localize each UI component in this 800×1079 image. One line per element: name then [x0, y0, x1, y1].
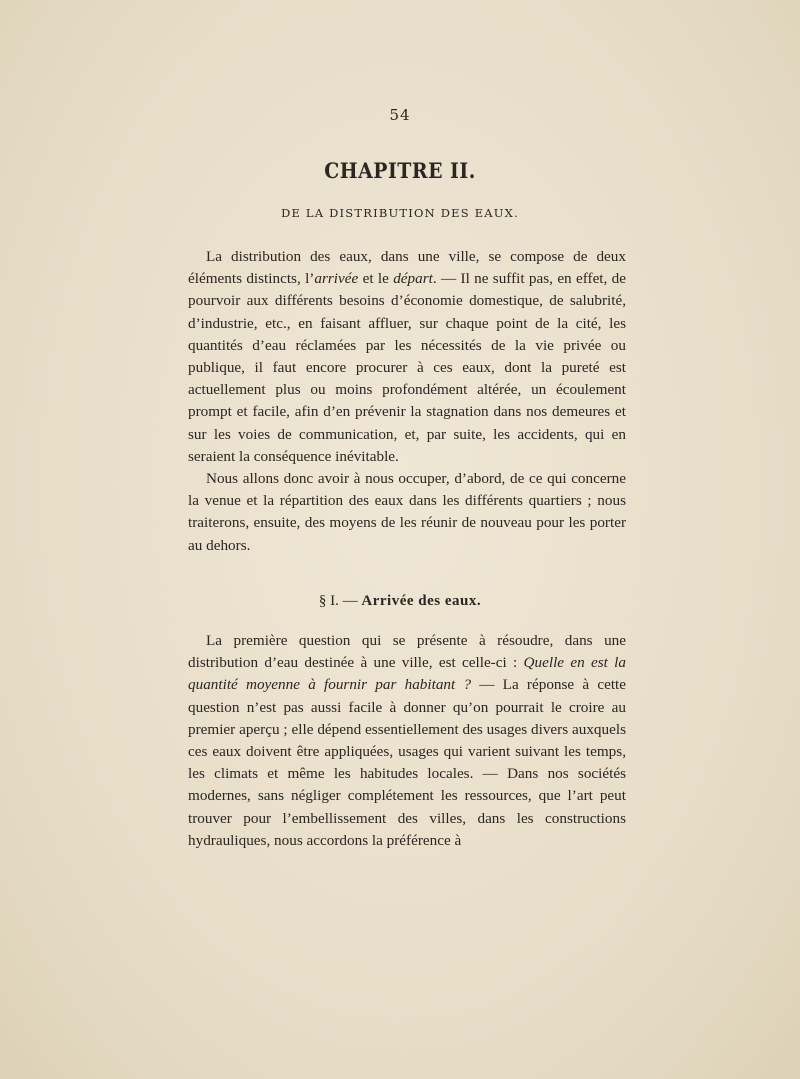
paragraph-2: Nous allons donc avoir à nous occuper, d’abord, de ce qui concerne la venue et la répartition des eaux dans les différents quartiers ; nous traiterons, ensuite, des moyens de les réunir de nouveau pour les porter au dehors. — [188, 470, 626, 554]
section-heading-title: Arrivée des eaux. — [361, 593, 482, 609]
section-heading: § I. — Arrivée des eaux. — [318, 593, 482, 609]
chapter-subtitle: DE LA DISTRIBUTION DES EAUX. — [281, 206, 519, 220]
emphasis-question: Quelle en est la quantité moyenne à fournir par habitant ? — [188, 654, 626, 694]
emphasis-arrivee: arrivée — [314, 270, 359, 288]
text-block-intro — [188, 246, 626, 557]
paragraph-3: La première question qui se présente à résoudre, dans une distribution d’eau destinée à une ville, est celle-ci : Quelle en est la quantité moyenne à fournir par habitant ? — La réponse à cette question n’est pas aussi facile à donner qu’on pourrait le croire au premier aperçu ; elle dépend essentiellement des usages divers auxquels ces eaux doivent être appliquées, usages qui varient suivant les temps, les climats et même les habitudes locales. — Dans nos sociétés modernes, sans négliger complétement les ressources, que l’art peut trouver pour l’embellissement des villes, dans les constructions hydrauliques, nous accordons la préférence à — [188, 632, 627, 849]
emphasis-depart: départ — [393, 270, 433, 288]
chapter-title: CHAPITRE II. — [324, 158, 476, 183]
paragraph-1: La distribution des eaux, dans une ville, se compose de deux éléments distincts, l’arrivée et le départ. — Il ne suffit pas, en effet, de pourvoir aux différents besoins d’économie domestique, de salubrité, d’industrie, etc., en faisant affluer, sur chaque point de la cité, les quantités d’eau réclamées par les nécessités de la vie privée ou publique, il faut encore procurer à ces eaux, dont la pureté est actuellement plus ou moins profondément altérée, un écoulement prompt et facile, afin d’en prévenir la stagnation dans nos demeures et sur les voies de communication, et, par suite, les accidents, qui en seraient la conséquence inévitable. — [188, 248, 627, 465]
page-number: 54 — [389, 106, 411, 124]
text-block-section — [188, 630, 626, 852]
